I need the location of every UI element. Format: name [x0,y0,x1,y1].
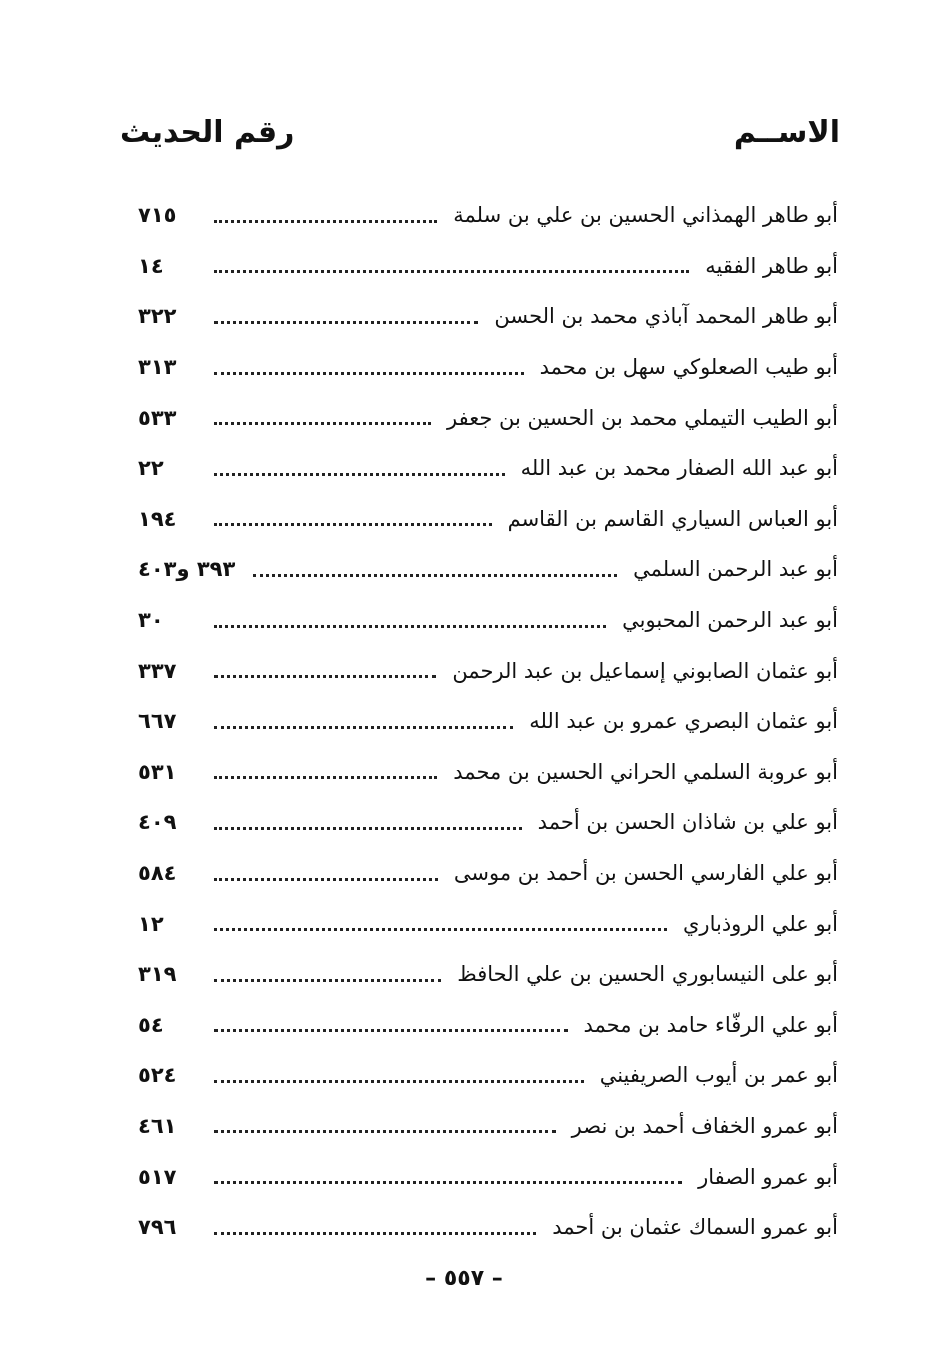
index-entry-list [138,190,838,1252]
hadith-number: ٥١٧ [138,1164,177,1189]
hadith-number: ٥٢٤ [138,1063,177,1088]
dot-leader [214,726,513,729]
hadith-number: ٤٦١ [138,1113,177,1138]
dot-leader [214,675,436,678]
hadith-number: ٧٩٦ [138,1215,177,1240]
list-item [138,595,838,646]
hadith-number: ٥٨٤ [138,861,177,886]
list-item [138,291,838,342]
dot-leader [214,372,524,375]
dot-leader [214,270,689,273]
list-item [138,342,838,393]
narrator-name: أبو عبد الله الصفار محمد بن عبد الله [520,456,838,481]
dot-leader [214,321,478,324]
hadith-number: ٢٢ [138,456,164,481]
dot-leader [214,1181,682,1184]
hadith-number: ٣٩٣ و٤٠٣ [138,557,236,582]
list-item [138,1050,838,1101]
dot-leader [214,523,492,526]
hadith-number: ٥٣٣ [138,405,177,430]
dot-leader [214,928,667,931]
list-item [138,645,838,696]
dot-leader [214,776,437,779]
list-item [138,696,838,747]
hadith-number: ٦٦٧ [138,709,177,734]
dot-leader [214,473,505,476]
narrator-name: أبو طاهر المحمد آباذي محمد بن الحسن [494,304,838,329]
narrator-name: أبو علي الرفّاء حامد بن محمد [583,1012,838,1037]
narrator-name: أبو على النيسابوري الحسين بن علي الحافظ [457,962,838,987]
list-item [138,848,838,899]
narrator-name: أبو عروبة السلمي الحراني الحسين بن محمد [453,759,838,784]
dot-leader [214,878,438,881]
hadith-number: ٣٢٢ [138,304,177,329]
hadith-number: ٣٣٧ [138,658,177,683]
list-item [138,747,838,798]
hadith-number: ٤٠٩ [138,810,177,835]
narrator-name: أبو الطيب التيملي محمد بن الحسين بن جعفر [447,405,838,430]
hadith-number: ٣١٣ [138,355,177,380]
list-item [138,1101,838,1152]
list-item [138,898,838,949]
dot-leader [214,1029,568,1032]
list-item [138,392,838,443]
list-item [138,241,838,292]
hadith-number: ٧١٥ [138,203,177,228]
narrator-name: أبو علي الروذباري [683,911,838,936]
narrator-name: أبو طاهر الفقيه [705,253,838,278]
list-item [138,443,838,494]
dot-leader [253,574,617,577]
narrator-name: أبو العباس السياري القاسم بن القاسم [507,506,838,531]
hadith-number: ٣١٩ [138,962,177,987]
narrator-name: أبو علي الفارسي الحسن بن أحمد بن موسى [453,861,838,886]
narrator-name: أبو عبد الرحمن المحبوبي [622,608,838,633]
narrator-name: أبو عمرو الصفار [698,1164,838,1189]
hadith-number: ٥٤ [138,1012,164,1037]
narrator-name: أبو عمر بن أيوب الصريفيني [599,1063,838,1088]
name-column-heading: الاســم [733,115,840,150]
narrator-name: أبو علي بن شاذان الحسن بن أحمد [537,810,838,835]
dot-leader [214,827,522,830]
list-item [138,1202,838,1253]
dot-leader [214,1232,536,1235]
dot-leader [214,979,441,982]
list-item [138,949,838,1000]
hadith-number: ١٢ [138,911,164,936]
hadith-number: ٥٣١ [138,759,177,784]
list-item [138,190,838,241]
list-item [138,1000,838,1051]
dot-leader [214,220,437,223]
dot-leader [214,625,606,628]
hadith-number: ١٤ [138,253,164,278]
narrator-name: أبو طاهر الهمذاني الحسين بن علي بن سلمة [453,203,838,228]
list-item [138,544,838,595]
hadith-number-column-heading: رقم الحديث [120,115,295,150]
column-header [120,108,840,158]
narrator-name: أبو عثمان الصابوني إسماعيل بن عبد الرحمن [452,658,838,683]
hadith-number: ١٩٤ [138,506,177,531]
list-item [138,494,838,545]
list-item [138,797,838,848]
dot-leader [214,1080,584,1083]
narrator-name: أبو عمرو الخفاف أحمد بن نصر [571,1113,838,1138]
narrator-name: أبو عمرو السماك عثمان بن أحمد [552,1215,838,1240]
page-number: – ٥٥٧ – [425,1266,503,1291]
narrator-name: أبو عبد الرحمن السلمي [633,557,838,582]
narrator-name: أبو طيب الصعلوكي سهل بن محمد [539,355,838,380]
dot-leader [214,1130,556,1133]
hadith-number: ٣٠ [138,608,164,633]
list-item [138,1151,838,1202]
narrator-name: أبو عثمان البصري عمرو بن عبد الله [529,709,838,734]
dot-leader [214,422,431,425]
